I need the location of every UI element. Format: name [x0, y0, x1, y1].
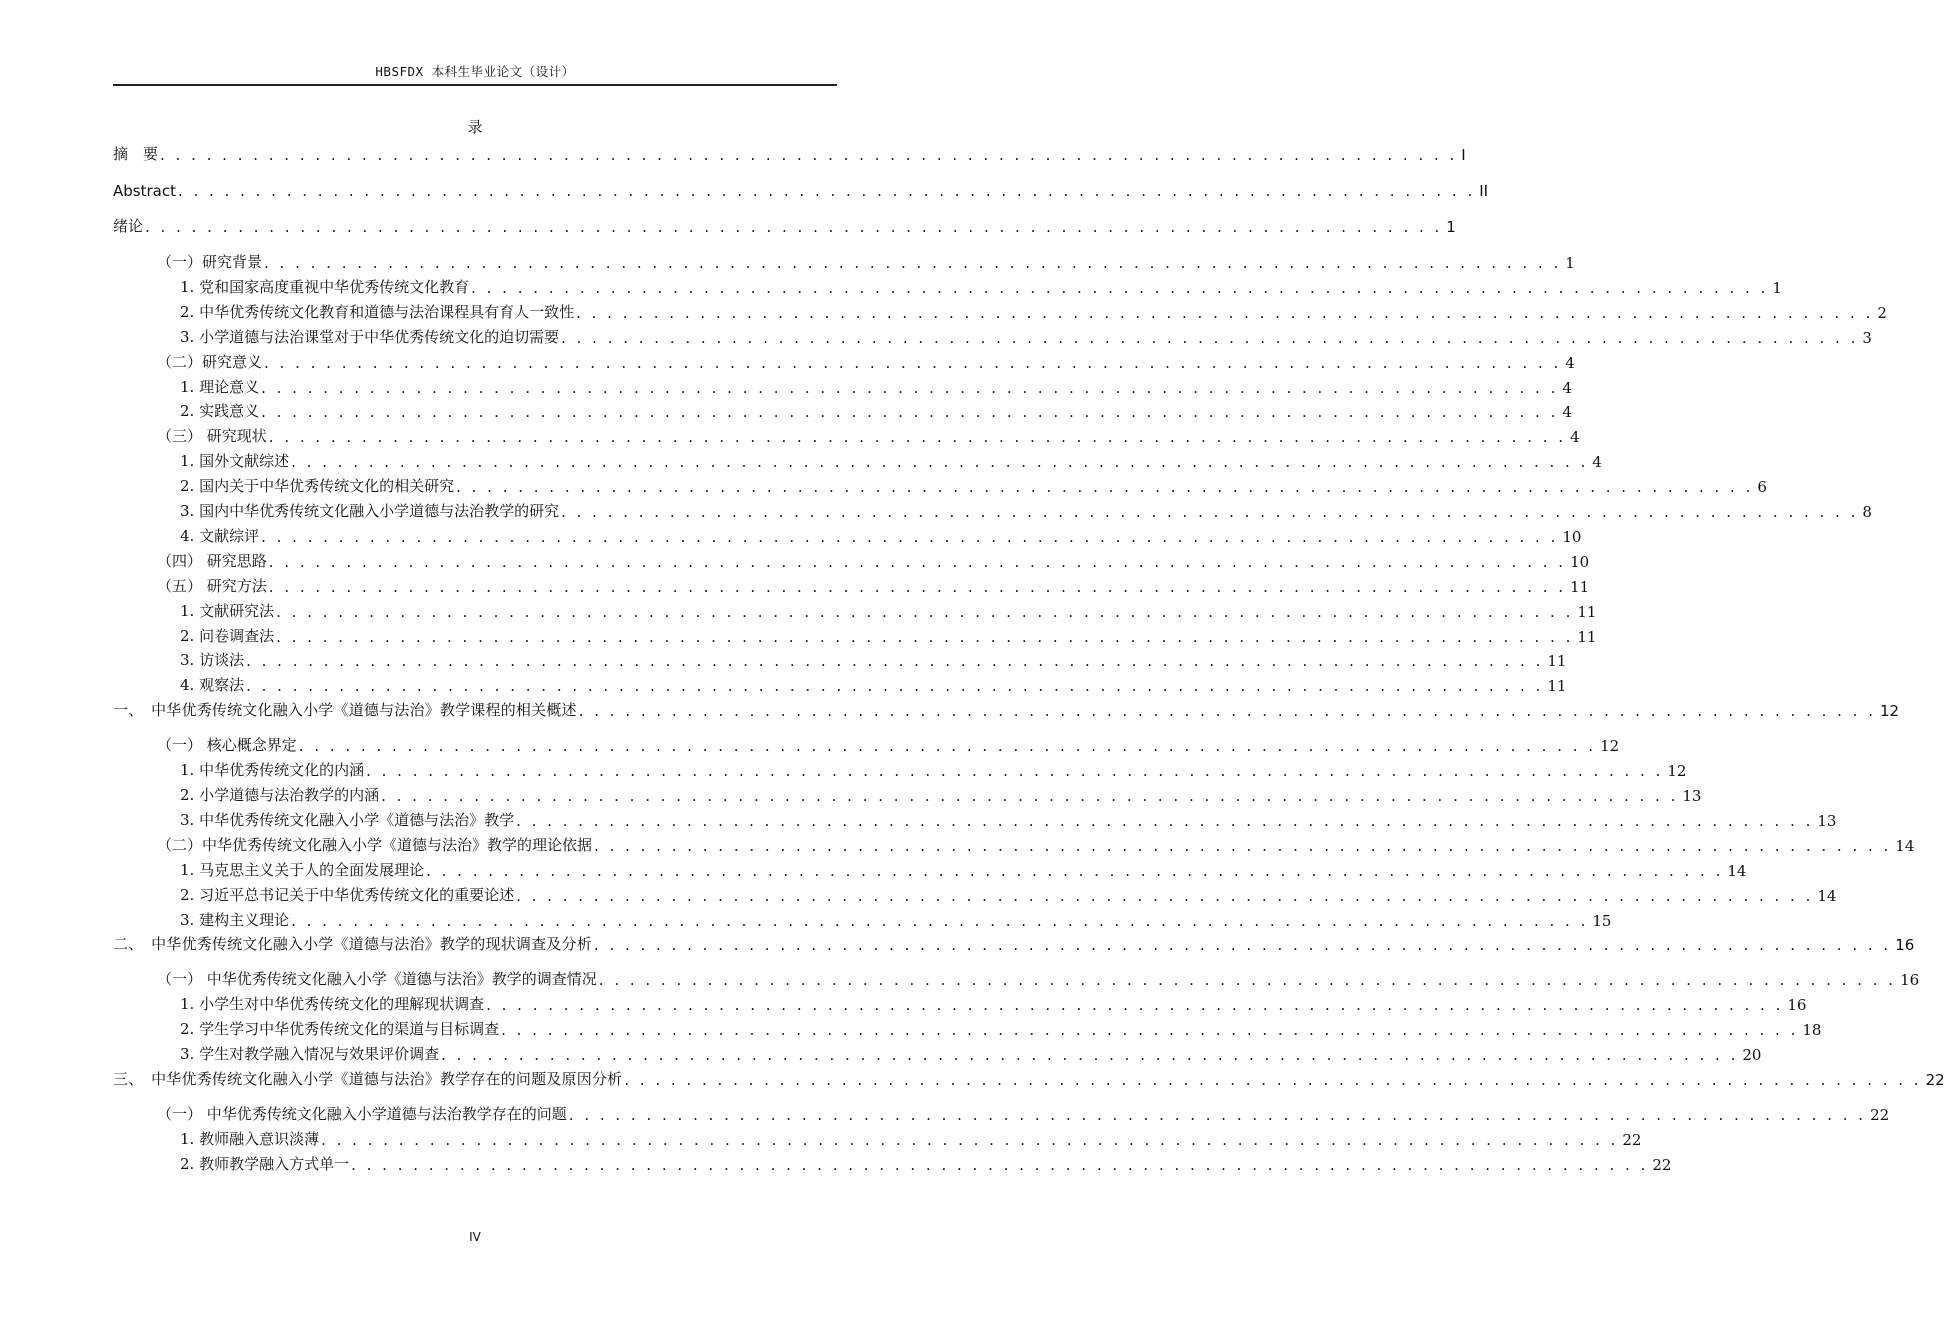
toc-entry-page: 14	[1727, 861, 1747, 880]
toc-entry-page: 13	[1817, 811, 1837, 830]
toc-entry[interactable]	[113, 1148, 1672, 1174]
header-rule	[113, 84, 837, 86]
toc-entry-page: 6	[1757, 478, 1767, 497]
toc-entry-label: 2. 小学道德与法治教学的内涵	[180, 786, 380, 804]
toc-entry[interactable]	[113, 545, 1590, 571]
toc-entry-page: II	[1479, 182, 1489, 200]
toc-entry-label: 3. 中华优秀传统文化融入小学《道德与法治》教学	[180, 810, 515, 829]
toc-entry-label: （一） 核心概念界定	[157, 736, 297, 755]
toc-leader-dots: . . . . . . . . . . . . . . . . . . . . . . . . . . . . . . . . . . . . . . . . . . . . . . . . . . . . . . . . . . . . . . . . . . . . . . . . . . . . . . . . . . . .	[561, 503, 1859, 521]
toc-entry[interactable]	[113, 829, 1915, 855]
toc-entry-label: 3. 国内中华优秀传统文化融入小学道德与法治教学的研究	[180, 502, 560, 520]
toc-entry-page: 4	[1592, 453, 1602, 472]
toc-leader-dots: . . . . . . . . . . . . . . . . . . . . . . . . . . . . . . . . . . . . . . . . . . . . . . . . . . . . . . . . . . . . . . . . . . . . . . . . . . . . . . . . . . . .	[561, 328, 1859, 347]
toc-leader-dots: . . . . . . . . . . . . . . . . . . . . . . . . . . . . . . . . . . . . . . . . . . . . . . . . . . . . . . . . . . . . . . . . . . . . . . . . . . . . . . . . . . . .	[276, 602, 1574, 621]
toc-entry-label: 1. 理论意义	[180, 377, 260, 396]
toc-entry[interactable]	[113, 246, 1575, 272]
toc-entry[interactable]	[113, 928, 1915, 955]
toc-leader-dots: . . . . . . . . . . . . . . . . . . . . . . . . . . . . . . . . . . . . . . . . . . . . . . . . . . . . . . . . . . . . . . . . . . . . . . . . . . . . . . . . . . . .	[578, 702, 1876, 721]
page-header: HBSFDX 本科生毕业论文（设计）	[375, 64, 575, 79]
toc-leader-dots: . . . . . . . . . . . . . . . . . . . . . . . . . . . . . . . . . . . . . . . . . . . . . . . . . . . . . . . . . . . . . . . . . . . . . . . . . . . . . . . . . . . .	[291, 453, 1589, 472]
toc-entry[interactable]	[113, 1063, 1945, 1089]
toc-entry-page: 1	[1772, 278, 1782, 297]
toc-entry[interactable]	[113, 694, 1900, 721]
toc-entry-label: （一） 中华优秀传统文化融入小学《道德与法治》教学的调查情况	[157, 970, 597, 989]
toc-entry-label: （一）研究背景	[157, 253, 263, 271]
toc-entry-page: 14	[1817, 886, 1837, 905]
toc-entry-page: 22	[1870, 1106, 1890, 1124]
toc-entry[interactable]	[113, 570, 1590, 596]
toc-entry-page: 3	[1862, 328, 1872, 347]
toc-entry-page: 11	[1570, 577, 1590, 596]
toc-leader-dots: . . . . . . . . . . . . . . . . . . . . . . . . . . . . . . . . . . . . . . . . . . . . . . . . . . . . . . . . . . . . . . . . . . . . . . . . . . . . . . . . . . . .	[486, 996, 1784, 1015]
toc-entry-page: 12	[1600, 737, 1620, 756]
toc-entry[interactable]	[113, 879, 1837, 905]
toc-entry[interactable]	[113, 445, 1602, 472]
toc-entry[interactable]	[113, 595, 1597, 621]
toc-entry-label: 1. 中华优秀传统文化的内涵	[180, 761, 365, 780]
toc-entry[interactable]	[113, 620, 1597, 646]
toc-leader-dots: . . . . . . . . . . . . . . . . . . . . . . . . . . . . . . . . . . . . . . . . . . . . . . . . . . . . . . . . . . . . . . . . . . . . . . . . . . . . . . . . . . . .	[160, 146, 1458, 164]
toc-entry-page: 11	[1577, 627, 1597, 646]
toc-entry[interactable]	[113, 1123, 1642, 1149]
toc-entry-page: 12	[1667, 762, 1687, 781]
toc-entry-label: （二）研究意义	[157, 352, 263, 371]
toc-entry[interactable]	[113, 754, 1687, 781]
toc-entry-label: 4. 文献综评	[180, 526, 260, 545]
toc-leader-dots: . . . . . . . . . . . . . . . . . . . . . . . . . . . . . . . . . . . . . . . . . . . . . . . . . . . . . . . . . . . . . . . . . . . . . . . . . . . . . . . . . . . .	[593, 936, 1892, 955]
toc-entry-page: 8	[1862, 503, 1872, 521]
toc-leader-dots: . . . . . . . . . . . . . . . . . . . . . . . . . . . . . . . . . . . . . . . . . . . . . . . . . . . . . . . . . . . . . . . . . . . . . . . . . . . . . . . . . . . .	[268, 428, 1567, 447]
toc-entry-page: 10	[1562, 527, 1582, 546]
toc-leader-dots: . . . . . . . . . . . . . . . . . . . . . . . . . . . . . . . . . . . . . . . . . . . . . . . . . . . . . . . . . . . . . . . . . . . . . . . . . . . . . . . . . . . .	[516, 811, 1814, 830]
toc-entry[interactable]	[113, 1038, 1762, 1065]
toc-entry-page: 11	[1547, 677, 1567, 696]
toc-entry-page: 2	[1877, 303, 1887, 322]
toc-entry[interactable]	[113, 904, 1612, 930]
toc-entry-label: 绪论	[113, 217, 144, 235]
toc-leader-dots: . . . . . . . . . . . . . . . . . . . . . . . . . . . . . . . . . . . . . . . . . . . . . . . . . . . . . . . . . . . . . . . . . . . . . . . . . . . . . . . . . . . .	[366, 762, 1664, 781]
toc-entry-page: 1	[1565, 254, 1575, 272]
toc-leader-dots: . . . . . . . . . . . . . . . . . . . . . . . . . . . . . . . . . . . . . . . . . . . . . . . . . . . . . . . . . . . . . . . . . . . . . . . . . . . . . . . . . . . .	[145, 218, 1443, 236]
toc-leader-dots: . . . . . . . . . . . . . . . . . . . . . . . . . . . . . . . . . . . . . . . . . . . . . . . . . . . . . . . . . . . . . . . . . . . . . . . . . . . . . . . . . . . .	[426, 861, 1724, 880]
toc-entry[interactable]	[113, 669, 1567, 696]
toc-entry[interactable]	[113, 420, 1580, 447]
toc-entry-page: 12	[1880, 702, 1900, 721]
toc-leader-dots: . . . . . . . . . . . . . . . . . . . . . . . . . . . . . . . . . . . . . . . . . . . . . . . . . . . . . . . . . . . . . . . . . . . . . . . . . . . . . . . . . . . .	[568, 1106, 1867, 1124]
toc-entry-page: 11	[1547, 652, 1567, 671]
toc-entry[interactable]	[113, 174, 1489, 200]
toc-entry-label: （一） 中华优秀传统文化融入小学道德与法治教学存在的问题	[157, 1105, 567, 1123]
toc-entry[interactable]	[113, 138, 1466, 164]
toc-entry[interactable]	[113, 963, 1920, 990]
toc-leader-dots: . . . . . . . . . . . . . . . . . . . . . . . . . . . . . . . . . . . . . . . . . . . . . . . . . . . . . . . . . . . . . . . . . . . . . . . . . . . . . . . . . . . .	[381, 787, 1679, 805]
page-number: IV	[469, 1230, 481, 1244]
toc-entry-label: 1. 党和国家高度重视中华优秀传统文化教育	[180, 277, 470, 296]
toc-entry-page: 4	[1562, 403, 1572, 422]
toc-entry-label: （四） 研究思路	[157, 551, 267, 570]
toc-entry[interactable]	[113, 321, 1872, 347]
toc-leader-dots: . . . . . . . . . . . . . . . . . . . . . . . . . . . . . . . . . . . . . . . . . . . . . . . . . . . . . . . . . . . . . . . . . . . . . . . . . . . . . . . . . . . .	[261, 527, 1559, 546]
toc-leader-dots: . . . . . . . . . . . . . . . . . . . . . . . . . . . . . . . . . . . . . . . . . . . . . . . . . . . . . . . . . . . . . . . . . . . . . . . . . . . . . . . . . . . .	[177, 182, 1476, 200]
toc-entry-label: 1. 文献研究法	[180, 601, 275, 620]
toc-entry-page: 4	[1565, 353, 1575, 372]
toc-entry-page: 16	[1787, 996, 1807, 1015]
toc-entry-label: 2. 习近平总书记关于中华优秀传统文化的重要论述	[180, 885, 515, 904]
toc-leader-dots: . . . . . . . . . . . . . . . . . . . . . . . . . . . . . . . . . . . . . . . . . . . . . . . . . . . . . . . . . . . . . . . . . . . . . . . . . . . . . . . . . . . .	[576, 303, 1874, 322]
toc-entry-label: 1. 马克思主义关于人的全面发展理论	[180, 860, 425, 879]
toc-entry[interactable]	[113, 1013, 1822, 1040]
toc-entry-page: 16	[1900, 971, 1920, 990]
toc-leader-dots: . . . . . . . . . . . . . . . . . . . . . . . . . . . . . . . . . . . . . . . . . . . . . . . . . . . . . . . . . . . . . . . . . . . . . . . . . . . . . . . . . . . .	[598, 971, 1897, 990]
toc-leader-dots: . . . . . . . . . . . . . . . . . . . . . . . . . . . . . . . . . . . . . . . . . . . . . . . . . . . . . . . . . . . . . . . . . . . . . . . . . . . . . . . . . . . .	[291, 911, 1589, 930]
toc-entry[interactable]	[113, 1098, 1890, 1124]
toc-leader-dots: . . . . . . . . . . . . . . . . . . . . . . . . . . . . . . . . . . . . . . . . . . . . . . . . . . . . . . . . . . . . . . . . . . . . . . . . . . . . . . . . . . . .	[501, 1021, 1799, 1040]
toc-leader-dots: . . . . . . . . . . . . . . . . . . . . . . . . . . . . . . . . . . . . . . . . . . . . . . . . . . . . . . . . . . . . . . . . . . . . . . . . . . . . . . . . . . . .	[264, 353, 1562, 372]
toc-entry-label: 一、 中华优秀传统文化融入小学《道德与法治》教学课程的相关概述	[113, 701, 577, 720]
toc-leader-dots: . . . . . . . . . . . . . . . . . . . . . . . . . . . . . . . . . . . . . . . . . . . . . . . . . . . . . . . . . . . . . . . . . . . . . . . . . . . . . . . . . . . .	[351, 1155, 1649, 1174]
toc-entry-label: 3. 学生对教学融入情况与效果评价调查	[180, 1045, 440, 1064]
toc-entry-label: 二、 中华优秀传统文化融入小学《道德与法治》教学的现状调查及分析	[113, 935, 592, 954]
toc-entry-page: 1	[1446, 218, 1456, 236]
toc-entry[interactable]	[113, 854, 1747, 880]
toc-entry-label: 2. 中华优秀传统文化教育和道德与法治课程具有育人一致性	[180, 302, 575, 321]
toc-entry[interactable]	[113, 346, 1575, 372]
toc-entry-page: 14	[1895, 836, 1915, 855]
toc-leader-dots: . . . . . . . . . . . . . . . . . . . . . . . . . . . . . . . . . . . . . . . . . . . . . . . . . . . . . . . . . . . . . . . . . . . . . . . . . . . . . . . . . . . .	[456, 478, 1754, 497]
toc-leader-dots: . . . . . . . . . . . . . . . . . . . . . . . . . . . . . . . . . . . . . . . . . . . . . . . . . . . . . . . . . . . . . . . . . . . . . . . . . . . . . . . . . . . .	[268, 552, 1567, 571]
toc-entry-label: 3. 小学道德与法治课堂对于中华优秀传统文化的迫切需要	[180, 327, 560, 346]
toc-entry[interactable]	[113, 395, 1572, 422]
toc-entry[interactable]	[113, 779, 1702, 805]
toc-leader-dots: . . . . . . . . . . . . . . . . . . . . . . . . . . . . . . . . . . . . . . . . . . . . . . . . . . . . . . . . . . . . . . . . . . . . . . . . . . . . . . . . . . . .	[246, 652, 1544, 671]
toc-entry-label: 摘 要	[113, 145, 159, 163]
toc-entry-label: 2. 国内关于中华优秀传统文化的相关研究	[180, 477, 455, 496]
toc-entry-label: 1. 教师融入意识淡薄	[180, 1129, 320, 1148]
toc-entry-page: 10	[1570, 552, 1590, 571]
toc-entry-page: 4	[1570, 428, 1580, 447]
toc-entry-page: 4	[1562, 378, 1572, 397]
toc-entry-page: 20	[1742, 1046, 1762, 1065]
toc-entry[interactable]	[113, 495, 1872, 521]
toc-entry-label: 1. 国外文献综述	[180, 452, 290, 471]
toc-entry[interactable]	[113, 644, 1567, 671]
toc-entry-label: （五） 研究方法	[157, 576, 267, 595]
toc-entry-label: 三、 中华优秀传统文化融入小学《道德与法治》教学存在的问题及原因分析	[113, 1070, 623, 1088]
toc-entry-page: 22	[1622, 1130, 1642, 1149]
toc-entry[interactable]	[113, 271, 1782, 297]
toc-leader-dots: . . . . . . . . . . . . . . . . . . . . . . . . . . . . . . . . . . . . . . . . . . . . . . . . . . . . . . . . . . . . . . . . . . . . . . . . . . . . . . . . . . . .	[246, 677, 1544, 696]
toc-entry-label: 3. 访谈法	[180, 651, 245, 670]
toc-leader-dots: . . . . . . . . . . . . . . . . . . . . . . . . . . . . . . . . . . . . . . . . . . . . . . . . . . . . . . . . . . . . . . . . . . . . . . . . . . . . . . . . . . . .	[268, 577, 1567, 596]
toc-entry-label: Abstract	[113, 182, 176, 200]
toc-leader-dots: . . . . . . . . . . . . . . . . . . . . . . . . . . . . . . . . . . . . . . . . . . . . . . . . . . . . . . . . . . . . . . . . . . . . . . . . . . . . . . . . . . . .	[321, 1130, 1619, 1149]
toc-entry-label: 4. 观察法	[180, 676, 245, 695]
toc-entry[interactable]	[113, 520, 1582, 546]
toc-leader-dots: . . . . . . . . . . . . . . . . . . . . . . . . . . . . . . . . . . . . . . . . . . . . . . . . . . . . . . . . . . . . . . . . . . . . . . . . . . . . . . . . . . . .	[276, 627, 1574, 646]
toc-entry-page: 13	[1682, 787, 1702, 805]
toc-leader-dots: . . . . . . . . . . . . . . . . . . . . . . . . . . . . . . . . . . . . . . . . . . . . . . . . . . . . . . . . . . . . . . . . . . . . . . . . . . . . . . . . . . . .	[441, 1046, 1739, 1065]
toc-leader-dots: . . . . . . . . . . . . . . . . . . . . . . . . . . . . . . . . . . . . . . . . . . . . . . . . . . . . . . . . . . . . . . . . . . . . . . . . . . . . . . . . . . . .	[261, 403, 1559, 422]
toc-leader-dots: . . . . . . . . . . . . . . . . . . . . . . . . . . . . . . . . . . . . . . . . . . . . . . . . . . . . . . . . . . . . . . . . . . . . . . . . . . . . . . . . . . . .	[594, 836, 1892, 855]
toc-leader-dots: . . . . . . . . . . . . . . . . . . . . . . . . . . . . . . . . . . . . . . . . . . . . . . . . . . . . . . . . . . . . . . . . . . . . . . . . . . . . . . . . . . . .	[624, 1071, 1922, 1089]
toc-entry[interactable]	[113, 988, 1807, 1015]
toc-entry-page: 22	[1925, 1071, 1945, 1089]
toc-entry-page: 18	[1802, 1021, 1822, 1040]
toc-entry[interactable]	[113, 804, 1837, 830]
toc-entry-label: 2. 问卷调查法	[180, 626, 275, 645]
toc-entry-label: 3. 建构主义理论	[180, 910, 290, 929]
toc-entry-label: （三） 研究现状	[157, 427, 267, 446]
toc-leader-dots: . . . . . . . . . . . . . . . . . . . . . . . . . . . . . . . . . . . . . . . . . . . . . . . . . . . . . . . . . . . . . . . . . . . . . . . . . . . . . . . . . . . .	[261, 378, 1559, 397]
toc-entry[interactable]	[113, 371, 1572, 397]
toc-leader-dots: . . . . . . . . . . . . . . . . . . . . . . . . . . . . . . . . . . . . . . . . . . . . . . . . . . . . . . . . . . . . . . . . . . . . . . . . . . . . . . . . . . . .	[471, 278, 1769, 297]
toc-entry-page: 22	[1652, 1155, 1672, 1174]
toc-entry[interactable]	[113, 296, 1887, 322]
toc-entry-label: （二）中华优秀传统文化融入小学《道德与法治》教学的理论依据	[157, 835, 593, 854]
toc-entry-page: I	[1461, 146, 1466, 164]
toc-entry-page: 11	[1577, 602, 1597, 621]
toc-entry-page: 16	[1895, 936, 1915, 955]
toc-entry-label: 2. 教师教学融入方式单一	[180, 1154, 350, 1173]
toc-entry-label: 1. 小学生对中华优秀传统文化的理解现状调查	[180, 995, 485, 1014]
toc-entry[interactable]	[113, 210, 1456, 236]
toc-entry-page: 15	[1592, 911, 1612, 930]
toc-entry-label: 2. 实践意义	[180, 402, 260, 421]
toc-leader-dots: . . . . . . . . . . . . . . . . . . . . . . . . . . . . . . . . . . . . . . . . . . . . . . . . . . . . . . . . . . . . . . . . . . . . . . . . . . . . . . . . . . . .	[516, 886, 1814, 905]
toc-leader-dots: . . . . . . . . . . . . . . . . . . . . . . . . . . . . . . . . . . . . . . . . . . . . . . . . . . . . . . . . . . . . . . . . . . . . . . . . . . . . . . . . . . . .	[264, 254, 1562, 272]
toc-title: 录	[467, 118, 483, 136]
toc-entry-label: 2. 学生学习中华优秀传统文化的渠道与目标调查	[180, 1020, 500, 1039]
toc-leader-dots: . . . . . . . . . . . . . . . . . . . . . . . . . . . . . . . . . . . . . . . . . . . . . . . . . . . . . . . . . . . . . . . . . . . . . . . . . . . . . . . . . . . .	[298, 737, 1597, 756]
toc-entry[interactable]	[113, 470, 1767, 497]
toc-entry[interactable]	[113, 729, 1620, 756]
